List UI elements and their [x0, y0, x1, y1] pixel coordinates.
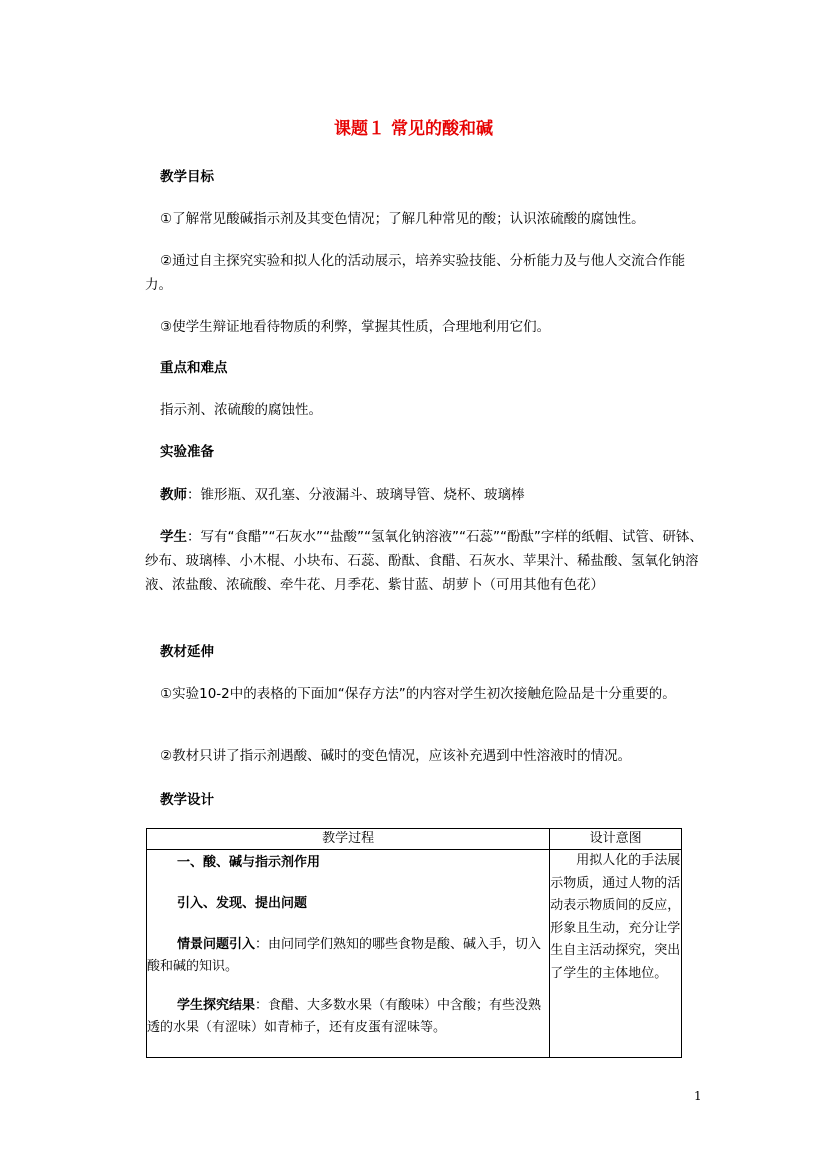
intent-cell: [550, 850, 682, 1058]
student-materials: [145, 525, 705, 597]
teacher-text: ：锥形瓶、双孔塞、分液漏斗、玻璃导管、烧杯、玻璃棒: [187, 487, 525, 503]
page-title: 课题１ 常见的酸和碱: [334, 119, 493, 139]
intent-text: 用拟人化的手法展示物质，通过人物的活动表示物质间的反应，形象且生动，充分让学生自主活动探究，突出了学生的主体地位。: [550, 853, 681, 981]
preparation-heading: 实验准备: [160, 444, 214, 460]
design-table: [146, 828, 682, 1058]
teacher-label: 教师: [160, 487, 187, 503]
scene-text: ：由问同学们熟知的哪些食物是酸、碱入手，切入酸和碱的知识。: [147, 937, 542, 974]
scene-paragraph: [147, 934, 547, 978]
objective-item-1: ①了解常见酸碱指示剂及其变色情况；了解几种常见的酸；认识浓硫酸的腐蚀性。: [160, 211, 645, 227]
scene-label: 情景问题引入: [177, 937, 256, 952]
result-text: ：食醋、大多数水果（有酸味）中含酸；有些没熟透的水果（有涩味）如青柿子，还有皮蛋有涩味等。: [147, 998, 542, 1035]
extension-item-1: ①实验10-2中的表格的下面加“保存方法”的内容对学生初次接触危险品是十分重要的。: [160, 686, 676, 702]
student-label: 学生: [160, 529, 187, 545]
objective-item-2: ②通过自主探究实验和拟人化的活动展示，培养实验技能、分析能力及与他人交流合作能力。: [145, 253, 686, 293]
objective-item-3: ③使学生辩证地看待物质的利弊，掌握其性质，合理地利用它们。: [160, 319, 551, 335]
result-paragraph: [147, 995, 547, 1039]
header-process: 教学过程: [147, 829, 550, 850]
sub-title: 引入、发现、提出问题: [177, 896, 308, 911]
result-label: 学生探究结果: [177, 998, 256, 1013]
objectives-heading: 教学目标: [160, 169, 214, 185]
student-text: ：写有“食醋”“石灰水”“盐酸”“氢氧化钠溶液”“石蕊”“酚酞”字样的纸帽、试管、研钵、纱布、玻璃棒、小木棍、小块布、石蕊、酚酞、食醋、石灰水、苹果汁、稀盐酸、氢氧化钠溶液、浓盐酸、浓硫酸、牵牛花、月季花、紫甘蓝、胡萝卜（可用其他有色花）: [145, 529, 703, 593]
keypoints-text: 指示剂、浓硫酸的腐蚀性。: [160, 402, 322, 418]
teacher-materials: [160, 483, 705, 507]
keypoints-heading: 重点和难点: [160, 360, 228, 376]
design-heading: 教学设计: [160, 792, 214, 808]
section-title: 一、酸、碱与指示剂作用: [177, 855, 321, 870]
extension-item-2: ②教材只讲了指示剂遇酸、碱时的变色情况，应该补充遇到中性溶液时的情况。: [160, 748, 632, 764]
header-intent: 设计意图: [550, 829, 682, 850]
page-number: 1: [694, 1089, 702, 1103]
process-cell: [147, 850, 550, 1058]
extension-heading: 教材延伸: [160, 644, 214, 660]
